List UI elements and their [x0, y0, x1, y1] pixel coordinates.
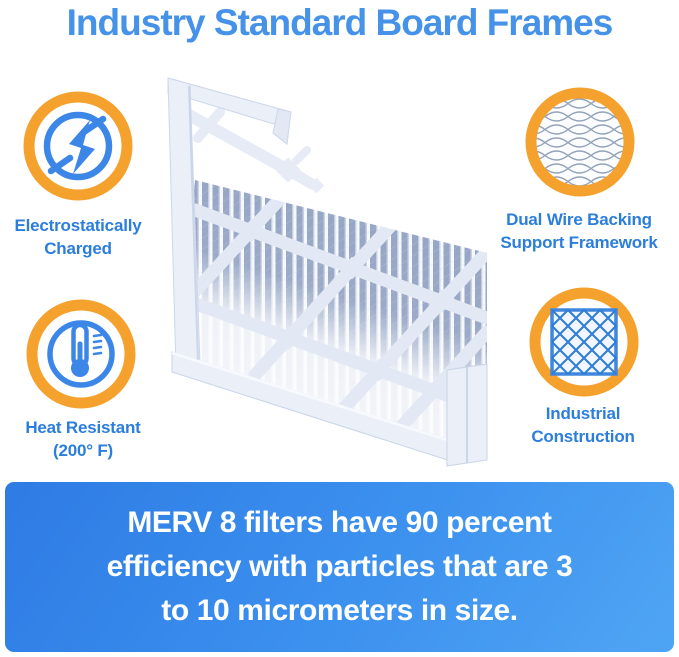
- diamond-lattice-icon: [526, 284, 642, 400]
- info-banner: [5, 482, 674, 652]
- pleated-air-filter-render: [160, 70, 505, 480]
- lightning-bolt-icon: [20, 88, 136, 204]
- thermometer-icon: [23, 296, 139, 412]
- feature-heat-resistant: [23, 296, 139, 412]
- wire-mesh-icon: [522, 84, 638, 200]
- filter-corner-straps: [180, 110, 324, 193]
- feature-electrostatically-charged: [20, 88, 136, 204]
- banner-line: MERV 8 filters have 90 percent: [127, 506, 552, 539]
- feature-label-dual-wire-backing: Dual Wire Backing Support Framework: [500, 210, 658, 252]
- feature-label-heat-resistant: Heat Resistant (200° F): [25, 418, 141, 460]
- banner-line: to 10 micrometers in size.: [161, 594, 518, 627]
- banner-line: efficiency with particles that are 3: [106, 550, 573, 583]
- feature-dual-wire-backing: [522, 84, 638, 200]
- page-title: Industry Standard Board Frames: [66, 2, 613, 43]
- feature-label-electrostatically-charged: Electrostatically Charged: [14, 216, 142, 258]
- feature-industrial-construction: [526, 284, 642, 400]
- feature-label-industrial-construction: Industrial Construction: [531, 404, 635, 446]
